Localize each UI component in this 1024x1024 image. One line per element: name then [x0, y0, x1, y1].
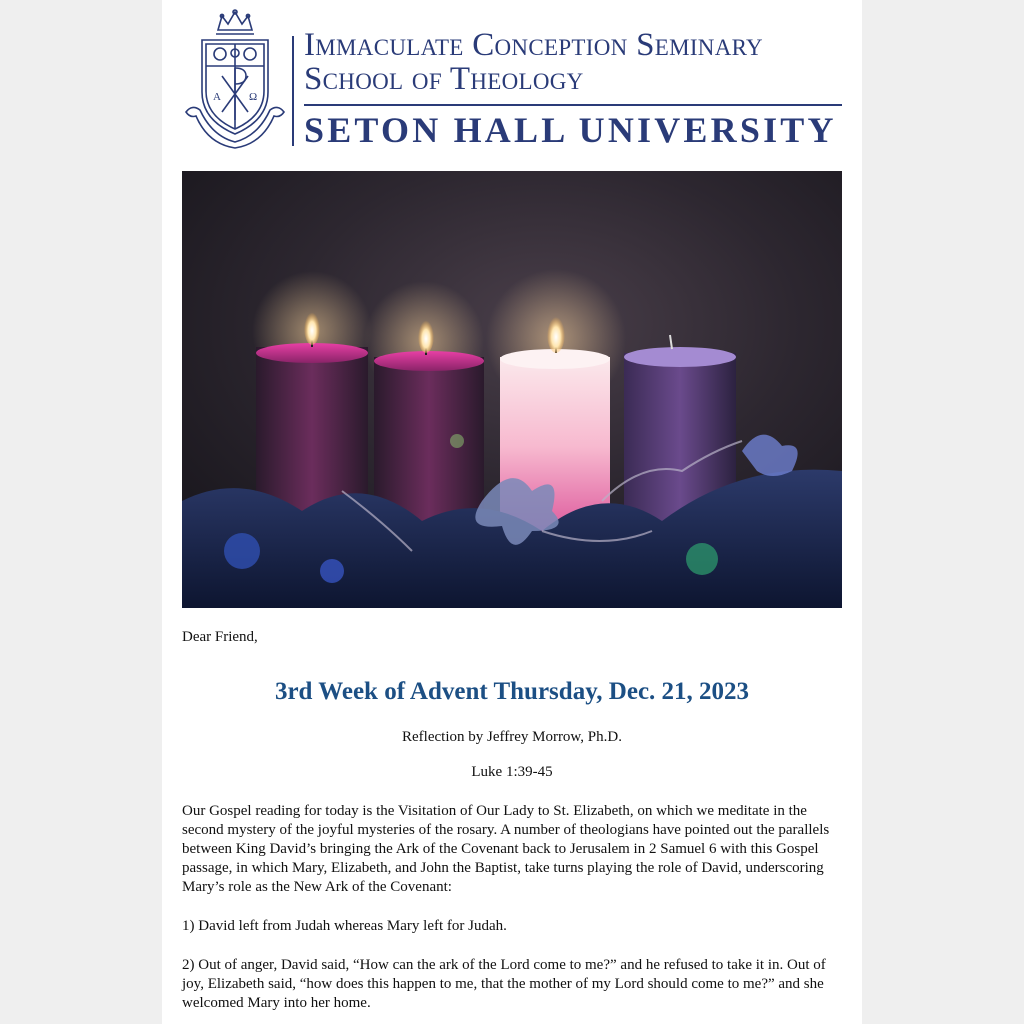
header-horizontal-rule	[304, 104, 842, 106]
svg-text:Ω: Ω	[249, 91, 258, 103]
reflection-content	[182, 628, 842, 1011]
reflection-paragraph: 1) David left from Judah whereas Mary left for Judah.	[182, 918, 507, 934]
reflection-paragraph: Our Gospel reading for today is the Visitation of Our Lady to St. Elizabeth, on which we meditate in the second mystery of the joyful mysteries of the rosary. A number of theologians have pointed out the parallels between King David’s bringing the Ark of the Covenant back to Jerusalem in 2 Samuel 6 with this Gospel passage, in which Mary, Elizabeth, and John the Baptist, take turns playing the role of David, underscoring Mary’s role as the New Ark of the Covenant:	[182, 803, 830, 895]
header-vertical-rule	[292, 36, 294, 146]
reflection-paragraph: 2) Out of anger, David said, “How can the ark of the Lord come to me?” and he refused to take it in. Out of joy, Elizabeth said, “how does this happen to me, that the mother of my Lord should come to me?” and she welcomed Mary into her home.	[182, 957, 826, 1011]
university-name: SETON HALL UNIVERSITY	[304, 110, 837, 150]
school-name-line1: Immaculate Conception Seminary	[304, 27, 763, 63]
email-page	[162, 0, 862, 1024]
reflection-byline: Reflection by Jeffrey Morrow, Ph.D.	[402, 729, 622, 745]
reflection-title: 3rd Week of Advent Thursday, Dec. 21, 2023	[274, 678, 750, 705]
advent-candles-image[interactable]	[182, 171, 842, 608]
seminary-seal-icon	[182, 8, 288, 150]
school-name-line2: School of Theology	[304, 61, 584, 97]
scripture-reference: Luke 1:39-45	[471, 764, 553, 780]
svg-text:A: A	[213, 91, 221, 103]
greeting: Dear Friend,	[182, 629, 258, 645]
header-logo[interactable]	[182, 8, 842, 152]
